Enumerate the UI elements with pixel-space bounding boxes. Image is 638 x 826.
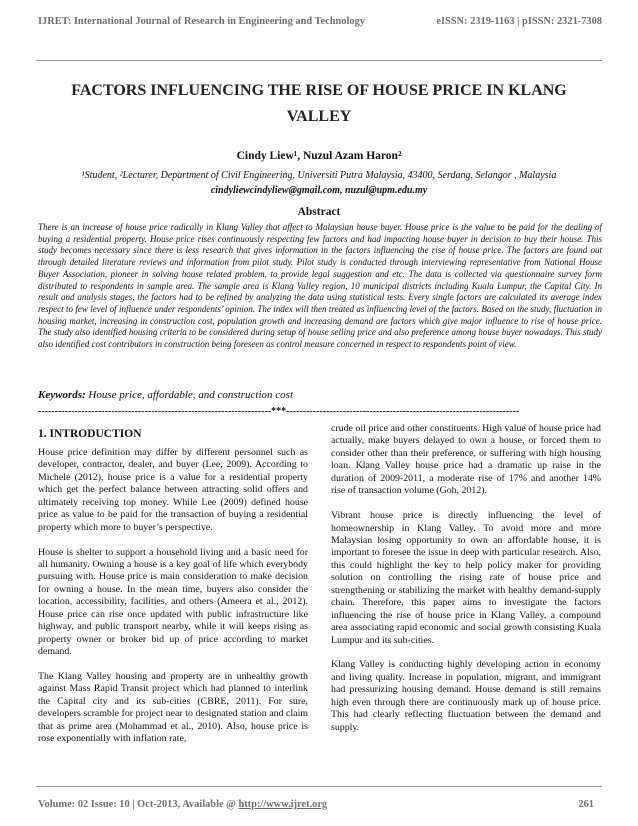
journal-header [38,16,602,30]
issn: eISSN: 2319-1163 | pISSN: 2321-7308 [436,16,602,27]
paragraph: The Klang Valley housing and property are in unhealthy growth against Mass Rapid Transit project which had planned to interlink the Capital city and its sub-cities (CBRE, 2011). For sure, developers scramble for project near to designated station and claim that as prime area (Mohammad et al., 2010). Also, house price is rose exponentially with inflation rate, [38,671,308,745]
section-separator: ----------------------------------------------------------------------***---------------------------------------------------------------------- [38,406,520,417]
paragraph: House is shelter to support a household living and a basic need for all humanity. Owning a house is a key goal of life which everybody pursuing with. House price is main consideration to make decision for owning a house. In the mean time, buyers also consider the location, accessibility, facilities, and others (Ameera et al., 2012). House price can rise once updated with public infrastructure like highway, and public transport nearby, while it will keeps rising as property owner or broker bid up of price according to market demand. [38,546,308,658]
journal-link[interactable]: http://www.ijret.org [238,799,328,810]
keywords-text: House price, affordable, and construction cost [88,389,294,401]
affiliation: ¹Student, ²Lecturer, Department of Civil Engineering, Universiti Putra Malaysia, 43400, Serdang, Selangor , Malaysia [81,170,557,181]
journal-name: IJRET: International Journal of Research in Engineering and Technology [38,16,365,27]
left-column [38,422,308,758]
right-column [331,423,601,747]
page-number: 261 [578,799,594,810]
abstract-text: There is an increase of house price radically in Klang Valley that affect to Malaysian house buyer. House price is the value to be paid for the dealing of buying a residential property. House price rises continuously respecting few factors and had impacting house buyer in decision to buy their house. This study becomes necessary since there is less research that gives information in the factors influencing the rise of house price. The factors are found out through detailed literature reviews and information from pilot study. Pilot study is conducted through interviewing representative from National House Buyer Association, pioneer in solving house related problem, to provide legal suggestion and etc. The data is collected via questionnaire survey form distributed to respondents in sample area. The sample area is Klang Valley region, 10 municipal districts including Kuala Lumpur, the Capital City. In result and analysis stages, the factors had to be refined by analyzing the data using statistical tests. Every single factors are calculated its average index respect to few level of influence under respondents’ opinion. The index will then treated as influencing level of the factors. Based on the study, fluctuation in housing market, increasing in construction cost, population growth and increasing demand are factors which give major influence to rise of house price. The study also identified housing criteria to be considered during setup of house selling price and also preference among house buyer nowadays. This study also identified cost contributors in construction being foreseen as control measure concerned in respect to respondents point of view. [38,222,602,350]
page-footer [38,799,602,813]
keywords [38,389,602,401]
footer-rule [36,786,602,787]
author-emails: cindyliewcindyliew@gmail.com, nuzul@upm.edu.my [210,185,428,196]
paragraph: Klang Valley is conducting highly developing action in economy and living quality. Increase in population, migrant, and immigrant had pressurizing housing demand. House demand is still remains high even through there are continuously mark up of house price. This had clearly reflecting fluctuation between the demand and supply. [331,659,601,733]
paragraph: crude oil price and other constituents. High value of house price had actually, make buyers delayed to own a house, or forced them to consider other than their preference, or suffering with high housing loan. Klang Valley house price had a dramatic up raise in the duration of 2009-2011, a moderate rise of 17% and another 14% rise of transaction volume (Goh, 2012). [331,423,601,497]
abstract-heading: Abstract [297,206,341,218]
footer-prefix: Volume: 02 Issue: 10 | Oct-2013, Available @ [38,799,239,810]
paragraph: House price definition may differ by different personnel such as developer, contractor, dealer, and buyer (Lee, 2009). According to Michele (2012), house price is a value for a residential property which get the perfect balance between attracting solid offers and ultimately receiving top money. While Lee (2009) defined house price as value to be paid for the transaction of buying a residential property which more to buyer’s perspective. [38,447,308,533]
keywords-label: Keywords: [38,389,86,401]
paper-title: FACTORS INFLUENCING THE RISE OF HOUSE PRICE IN KLANG VALLEY [71,82,567,125]
header-rule [36,60,602,61]
footer-volume-info [38,799,327,810]
affiliation-block [30,168,608,198]
section-heading-introduction: 1. INTRODUCTION [38,428,142,440]
paragraph: Vibrant house price is directly influencing the level of homeownership in Klang Valley. To avoid more and more Malaysian losing opportunity to own an affordable house, it is important to foresee the issue in deep with particular research. Also, this could highlight the key to help policy maker for providing solution on controlling the rising rate of house price and strengthening or stabilizing the market with healthy demand-supply chain. Therefore, this paper aims to investigate the factors influencing the rise of house price in Klang Valley, a compound area associating rapid economic and social growth consisting Kuala Lumpur and its sub-cities. [331,510,601,646]
authors: Cindy Liew¹, Nuzul Azam Haron² [236,150,402,162]
